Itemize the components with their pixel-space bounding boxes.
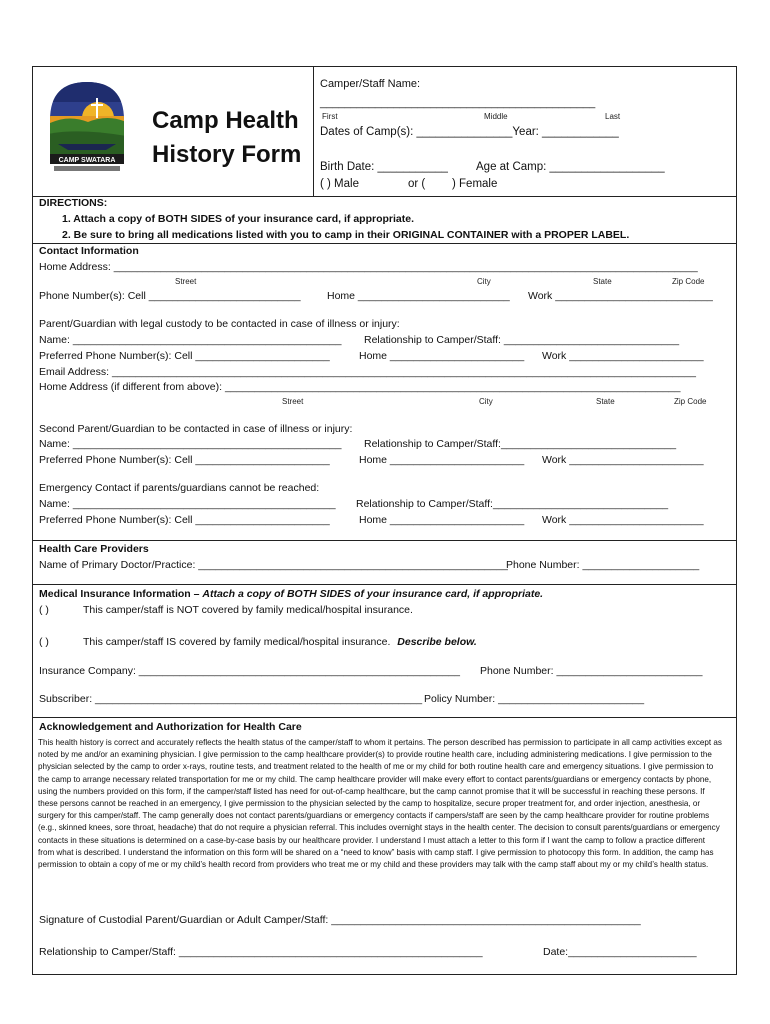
signature-field[interactable]: Signature of Custodial Parent/Guardian or Adult Camper/Staff: _____________________________________________________ [39, 914, 641, 926]
address-sub-zip: Zip Code [672, 277, 705, 286]
guardian1-email-field[interactable]: Email Address: ____________________________________________________________________________________________________ [39, 366, 696, 378]
insurance-heading-text: Medical Insurance Information – [39, 588, 200, 600]
guardian1-relationship-field[interactable]: Relationship to Camper/Staff: ______________________________ [364, 334, 680, 346]
ack-heading: Acknowledgement and Authorization for Health Care [39, 721, 302, 733]
guardian1-home-field[interactable]: Home _______________________ [359, 350, 525, 362]
guardian1-sub-zip: Zip Code [674, 397, 707, 406]
insurance-option-covered-checkbox[interactable]: ( ) [39, 636, 49, 648]
phone-work-field[interactable]: Work ___________________________ [528, 290, 713, 302]
insurance-option-not-covered-checkbox[interactable]: ( ) [39, 604, 49, 616]
logo-text: CAMP SWATARA [58, 157, 116, 164]
guardian1-work-field[interactable]: Work _______________________ [542, 350, 704, 362]
phone-home-field[interactable]: Home __________________________ [327, 290, 510, 302]
address-sub-state: State [593, 277, 612, 286]
age-field[interactable]: Age at Camp: __________________ [476, 161, 665, 173]
name-sub-first: First [322, 112, 338, 121]
or-text: or ( [408, 178, 426, 190]
directions-heading: DIRECTIONS: [39, 197, 108, 209]
emergency-name-field[interactable]: Name: _____________________________________________ [39, 498, 336, 510]
insurance-covered-note: Describe below. [397, 636, 477, 648]
male-option[interactable]: ( ) Male [320, 178, 359, 190]
providers-heading: Health Care Providers [39, 543, 149, 555]
signature-date-field[interactable]: Date:______________________ [543, 946, 697, 958]
birth-date-field[interactable]: Birth Date: ___________ [320, 161, 448, 173]
logo-graphic [48, 80, 126, 174]
insurance-heading [39, 588, 543, 600]
emergency-heading: Emergency Contact if parents/guardians cannot be reached: [39, 482, 320, 494]
insurance-option-not-covered-label: This camper/staff is NOT covered by family medical/hospital insurance. [83, 604, 413, 616]
guardian2-work-field[interactable]: Work _______________________ [542, 454, 704, 466]
female-option[interactable]: ) Female [452, 178, 498, 190]
name-field[interactable]: _____________________________________________ [320, 97, 596, 109]
address-sub-city: City [477, 277, 491, 286]
guardian2-relationship-field[interactable]: Relationship to Camper/Staff:______________________________ [364, 438, 677, 450]
insurance-option-covered-label [83, 636, 477, 648]
guardian1-sub-state: State [596, 397, 615, 406]
emergency-relationship-field[interactable]: Relationship to Camper/Staff:______________________________ [356, 498, 669, 510]
directions-item-1: 1. Attach a copy of BOTH SIDES of your insurance card, if appropriate. [62, 213, 415, 225]
header-divider [32, 196, 737, 197]
insurance-phone-field[interactable]: Phone Number: _________________________ [480, 665, 703, 677]
providers-divider [32, 584, 737, 585]
name-label: Camper/Staff Name: [320, 78, 421, 90]
emergency-work-field[interactable]: Work _______________________ [542, 514, 704, 526]
guardian1-sub-street: Street [282, 397, 304, 406]
guardian2-cell-field[interactable]: Preferred Phone Number(s): Cell _______________________ [39, 454, 330, 466]
name-sub-last: Last [605, 112, 621, 121]
directions-divider [32, 243, 737, 244]
insurance-covered-text: This camper/staff IS covered by family medical/hospital insurance. [83, 636, 391, 648]
ack-body: This health history is correct and accurately reflects the health status of the camper/staff to whom it pertains. The person described has permission to participate in all camp activities except as noted by me and/or an examining physician. I give permission to the camp healthcare provider(s) to provide routine health care, including administering medications. I give permission to the physician selected by the camp to order x-rays, routine tests, and treatment related to the health of me or my child for both routine health care and emergency situations. I give permission to the camp to arrange necessary related transportation for me or my child. The camp healthcare provider will make every effort to contact parents/guardians or emergency contacts by phone, using the numbers provided on this form, if the camper/staff listed has need for out-of-camp healthcare, but the camp cannot promise that it will be successful in reaching these persons. If these persons cannot be reached in an emergency, I give permission to the physician selected by the camp to hospitalize, secure proper treatment for, and order injection, anesthesia, or surgery for this camper/staff. The camp generally does not contact parents/guardians or emergency contacts if campers/staff are seen by the camp healthcare provider for routine problems (e.g., skinned knees, sore throat, headache) that do not require a physician referral. This includes overnight stays in the health center. The decision to consult parents/guardians or emergency contacts in these situations is determined on a case-by-case basis by our healthcare provider. I understand I must attach a letter to this form if I want the camp to follow a practice different from what is described. I understand the information on this form will be shared on a “need to know” basis with camp staff. I give permission to photocopy this form. In addition, the camp has permission to obtain a copy of me or my child’s health record from providers who treat me or my child and these providers may talk with the camp staff about my or my child’s health status. [38, 738, 722, 870]
directions-item-2: 2. Be sure to bring all medications listed with you to camp in their ORIGINAL CONTAINER with a PROPER LABEL. [62, 229, 630, 241]
contact-divider [32, 540, 737, 541]
doctor-phone-field[interactable]: Phone Number: ____________________ [506, 559, 700, 571]
phone-cell-field[interactable]: Phone Number(s): Cell __________________________ [39, 290, 301, 302]
form-title-line-2: History Form [152, 141, 302, 168]
subscriber-field[interactable]: Subscriber: ________________________________________________________ [39, 693, 423, 705]
emergency-home-field[interactable]: Home _______________________ [359, 514, 525, 526]
policy-number-field[interactable]: Policy Number: _________________________ [424, 693, 645, 705]
guardian1-name-field[interactable]: Name: ______________________________________________ [39, 334, 342, 346]
doctor-field[interactable]: Name of Primary Doctor/Practice: _____________________________________________________ [39, 559, 508, 571]
emergency-cell-field[interactable]: Preferred Phone Number(s): Cell _______________________ [39, 514, 330, 526]
header-divider-vertical [313, 66, 314, 196]
address-sub-street: Street [175, 277, 197, 286]
signature-relationship-field[interactable]: Relationship to Camper/Staff: ____________________________________________________ [39, 946, 483, 958]
guardian2-home-field[interactable]: Home _______________________ [359, 454, 525, 466]
guardian1-address-field[interactable]: Home Address (if different from above): ______________________________________________________________________________ [39, 381, 681, 393]
name-sub-middle: Middle [484, 112, 508, 121]
insurance-company-field[interactable]: Insurance Company: _______________________________________________________ [39, 665, 460, 677]
form-title-line-1: Camp Health [152, 107, 299, 134]
insurance-heading-note: Attach a copy of BOTH SIDES of your insurance card, if appropriate. [202, 588, 544, 600]
insurance-divider [32, 717, 737, 718]
dates-field[interactable]: Dates of Camp(s): _______________Year: ____________ [320, 126, 619, 138]
guardian2-heading: Second Parent/Guardian to be contacted in case of illness or injury: [39, 423, 353, 435]
guardian1-sub-city: City [479, 397, 493, 406]
guardian2-name-field[interactable]: Name: ______________________________________________ [39, 438, 342, 450]
camp-logo [48, 80, 126, 174]
guardian1-cell-field[interactable]: Preferred Phone Number(s): Cell _______________________ [39, 350, 330, 362]
home-address-field[interactable]: Home Address: ____________________________________________________________________________________________________ [39, 261, 698, 273]
guardian1-heading: Parent/Guardian with legal custody to be contacted in case of illness or injury: [39, 318, 400, 330]
contact-heading: Contact Information [39, 245, 139, 257]
